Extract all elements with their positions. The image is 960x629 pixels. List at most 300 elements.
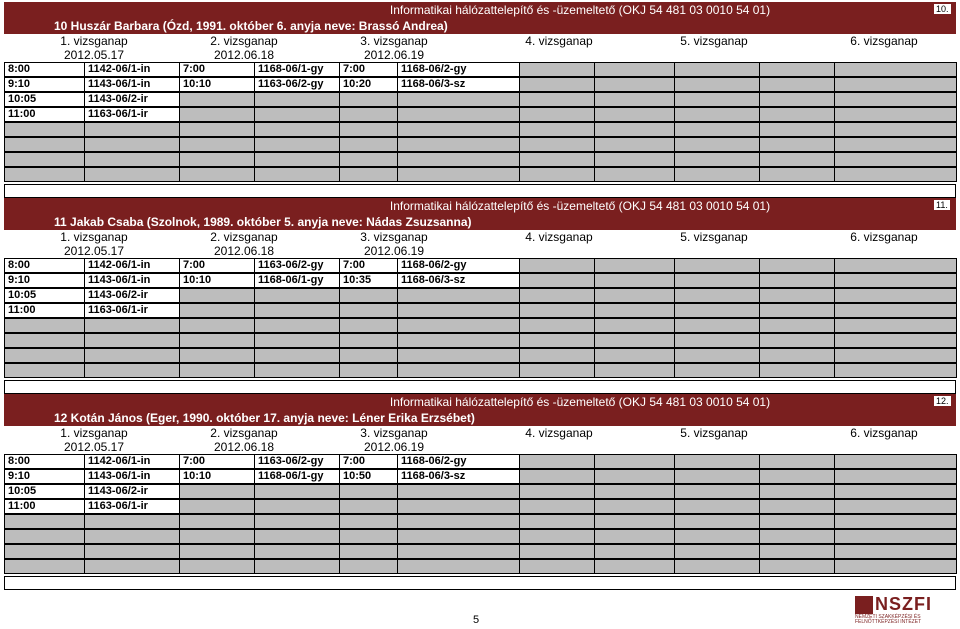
schedule-cell: 1143-06/1-in <box>84 77 180 92</box>
schedule-cell <box>397 544 520 559</box>
schedule-cell <box>339 122 398 137</box>
schedule-cell <box>759 303 835 318</box>
schedule-cell: 1142-06/1-in <box>84 454 180 469</box>
schedule-cell <box>594 318 675 333</box>
schedule-cell <box>834 92 957 107</box>
schedule-cell <box>254 363 340 378</box>
schedule-cell <box>84 529 180 544</box>
schedule-cell <box>674 62 760 77</box>
schedule-cell <box>759 514 835 529</box>
schedule-cell <box>397 288 520 303</box>
exam-day-date: 2012.06.19 <box>363 244 425 258</box>
schedule-cell <box>594 62 675 77</box>
exam-day <box>509 426 609 454</box>
exam-day <box>194 34 294 62</box>
exam-day-label: 6. vizsganap <box>850 426 918 440</box>
schedule-row <box>4 107 956 122</box>
schedule-cell: 1168-06/3-sz <box>397 469 520 484</box>
schedule-cell <box>759 454 835 469</box>
schedule-row <box>4 469 956 484</box>
exam-day-date: 2012.06.19 <box>363 440 425 454</box>
schedule-cell: 11:00 <box>4 107 85 122</box>
schedule-cell <box>834 363 957 378</box>
schedule-cell <box>84 318 180 333</box>
exam-day <box>44 426 144 454</box>
exam-day-label: 2. vizsganap <box>210 230 278 244</box>
schedule-cell <box>254 333 340 348</box>
schedule-cell <box>594 484 675 499</box>
schedule-cell <box>834 62 957 77</box>
schedule-row <box>4 318 956 333</box>
schedule-cell <box>834 544 957 559</box>
schedule-cell: 7:00 <box>179 258 255 273</box>
schedule-cell <box>179 348 255 363</box>
exam-day <box>834 34 934 62</box>
exam-day-label: 6. vizsganap <box>850 34 918 48</box>
schedule-cell: 10:20 <box>339 77 398 92</box>
schedule-cell: 10:10 <box>179 77 255 92</box>
block-header <box>4 2 956 34</box>
schedule-cell <box>674 363 760 378</box>
block-index: 10. <box>936 4 949 14</box>
logo-subtitle: NEMZETI SZAKKÉPZÉSI ÉS FELNŐTTKÉPZÉSI INTÉZET <box>855 614 922 625</box>
schedule-cell <box>519 469 595 484</box>
schedule-cell <box>834 77 957 92</box>
exam-day-date: 2012.06.19 <box>363 48 425 62</box>
schedule-cell: 8:00 <box>4 454 85 469</box>
schedule-cell: 1143-06/2-ir <box>84 92 180 107</box>
schedule-cell <box>834 288 957 303</box>
exam-day-label: 4. vizsganap <box>525 34 593 48</box>
schedule-cell <box>519 152 595 167</box>
student-block <box>4 2 956 196</box>
exam-day-label: 4. vizsganap <box>525 426 593 440</box>
schedule-cell <box>674 333 760 348</box>
schedule-cell <box>254 484 340 499</box>
schedule-row <box>4 454 956 469</box>
schedule-cell <box>84 122 180 137</box>
schedule-cell: 10:50 <box>339 469 398 484</box>
schedule-cell <box>254 122 340 137</box>
schedule-cell <box>594 273 675 288</box>
schedule-cell <box>834 348 957 363</box>
schedule-cell <box>4 559 85 574</box>
schedule-cell <box>519 499 595 514</box>
schedule-cell <box>674 137 760 152</box>
schedule-cell <box>397 499 520 514</box>
schedule-cell <box>594 122 675 137</box>
schedule-cell <box>519 107 595 122</box>
schedule-cell <box>179 122 255 137</box>
schedule-cell <box>759 348 835 363</box>
schedule-cell: 10:05 <box>4 92 85 107</box>
schedule-cell <box>339 137 398 152</box>
schedule-cell <box>397 167 520 182</box>
schedule-cell <box>339 318 398 333</box>
schedule-cell <box>4 529 85 544</box>
schedule-cell <box>397 333 520 348</box>
schedule-row <box>4 288 956 303</box>
exam-day-date: 2012.06.18 <box>213 48 275 62</box>
schedule-cell: 1163-06/2-gy <box>254 258 340 273</box>
schedule-cell <box>834 559 957 574</box>
logo-mark-icon <box>855 596 873 614</box>
schedule-cell <box>397 107 520 122</box>
schedule-cell: 1163-06/1-ir <box>84 499 180 514</box>
schedule-row <box>4 484 956 499</box>
schedule-cell <box>674 348 760 363</box>
schedule-cell <box>759 484 835 499</box>
exam-day <box>194 230 294 258</box>
schedule-cell <box>674 107 760 122</box>
exam-day <box>834 230 934 258</box>
schedule-cell <box>519 288 595 303</box>
schedule-cell <box>674 514 760 529</box>
exam-day-label: 5. vizsganap <box>680 34 748 48</box>
schedule-cell <box>397 152 520 167</box>
schedule-cell <box>179 544 255 559</box>
schedule-cell <box>674 454 760 469</box>
schedule-cell <box>339 484 398 499</box>
schedule-cell <box>834 258 957 273</box>
schedule-cell <box>834 137 957 152</box>
exam-day-label: 4. vizsganap <box>525 230 593 244</box>
schedule-cell <box>179 318 255 333</box>
schedule-cell <box>397 484 520 499</box>
schedule-cell <box>339 348 398 363</box>
schedule-cell <box>759 333 835 348</box>
schedule-cell: 1163-06/2-gy <box>254 77 340 92</box>
schedule-cell: 10:10 <box>179 273 255 288</box>
schedule-row <box>4 273 956 288</box>
schedule-cell <box>397 122 520 137</box>
course-title <box>4 2 956 18</box>
schedule-cell <box>84 363 180 378</box>
schedule-cell <box>339 107 398 122</box>
schedule-cell <box>759 559 835 574</box>
schedule-cell <box>519 318 595 333</box>
schedule-cell <box>674 303 760 318</box>
schedule-cell <box>834 529 957 544</box>
schedule-cell <box>759 258 835 273</box>
schedule-cell <box>674 559 760 574</box>
schedule-cell <box>759 167 835 182</box>
exam-day-label: 5. vizsganap <box>680 426 748 440</box>
schedule-cell <box>834 273 957 288</box>
schedule-cell <box>4 152 85 167</box>
schedule-cell <box>519 92 595 107</box>
schedule-cell <box>339 559 398 574</box>
schedule-cell <box>339 167 398 182</box>
schedule-cell <box>519 122 595 137</box>
schedule-cell <box>834 303 957 318</box>
block-index: 12. <box>936 396 949 406</box>
course-title <box>4 394 956 410</box>
schedule-cell <box>519 333 595 348</box>
schedule-cell <box>397 559 520 574</box>
schedule-row <box>4 544 956 559</box>
block-header <box>4 198 956 230</box>
schedule-cell: 1168-06/3-sz <box>397 77 520 92</box>
schedule-cell <box>759 122 835 137</box>
schedule-row <box>4 559 956 574</box>
schedule-cell <box>674 318 760 333</box>
schedule-cell <box>674 92 760 107</box>
exam-day-label: 2. vizsganap <box>210 34 278 48</box>
schedule-cell: 7:00 <box>179 62 255 77</box>
student-info: 10 Huszár Barbara (Ózd, 1991. október 6. anyja neve: Brassó Andrea) <box>54 19 448 33</box>
schedule-cell: 10:05 <box>4 484 85 499</box>
schedule-cell <box>179 514 255 529</box>
schedule-cell <box>834 318 957 333</box>
schedule-cell <box>4 318 85 333</box>
schedule-cell <box>84 544 180 559</box>
schedule-cell <box>674 499 760 514</box>
schedule-cell <box>519 454 595 469</box>
schedule-cell: 1143-06/1-in <box>84 469 180 484</box>
schedule-cell <box>254 107 340 122</box>
schedule-cell <box>674 258 760 273</box>
schedule-cell <box>519 514 595 529</box>
schedule-cell <box>254 514 340 529</box>
schedule-cell <box>519 484 595 499</box>
exam-day-label: 3. vizsganap <box>360 34 428 48</box>
block-header <box>4 394 956 426</box>
schedule-cell <box>674 167 760 182</box>
schedule-cell <box>759 107 835 122</box>
schedule-cell <box>674 77 760 92</box>
schedule-cell <box>674 529 760 544</box>
schedule-cell <box>759 288 835 303</box>
exam-day <box>194 426 294 454</box>
schedule-cell: 7:00 <box>339 454 398 469</box>
schedule-cell <box>594 499 675 514</box>
schedule-cell: 1142-06/1-in <box>84 258 180 273</box>
schedule-cell <box>759 529 835 544</box>
schedule-cell <box>834 107 957 122</box>
schedule-row <box>4 122 956 137</box>
schedule-cell <box>397 529 520 544</box>
course-title-text: Informatikai hálózattelepítő és -üzemeltető (OKJ 54 481 03 0010 54 01) <box>389 395 771 409</box>
schedule-cell <box>84 167 180 182</box>
schedule-cell: 1163-06/2-gy <box>254 454 340 469</box>
schedule-cell <box>594 454 675 469</box>
schedule-cell: 1142-06/1-in <box>84 62 180 77</box>
schedule-cell <box>84 348 180 363</box>
schedule-cell <box>594 363 675 378</box>
schedule-row <box>4 152 956 167</box>
exam-days-header <box>4 34 956 62</box>
block-separator <box>4 380 956 394</box>
course-title-text: Informatikai hálózattelepítő és -üzemeltető (OKJ 54 481 03 0010 54 01) <box>389 3 771 17</box>
schedule-row <box>4 514 956 529</box>
schedule-cell <box>834 484 957 499</box>
schedule-cell: 1163-06/1-ir <box>84 107 180 122</box>
schedule-row <box>4 77 956 92</box>
schedule-cell: 1168-06/1-gy <box>254 273 340 288</box>
schedule-cell <box>254 499 340 514</box>
schedule-cell <box>594 544 675 559</box>
course-title <box>4 198 956 214</box>
schedule-cell <box>834 514 957 529</box>
exam-day <box>664 34 764 62</box>
exam-day-date: 2012.05.17 <box>63 48 125 62</box>
schedule-cell <box>179 107 255 122</box>
schedule-cell: 7:00 <box>179 454 255 469</box>
schedule-cell <box>674 544 760 559</box>
schedule-cell <box>759 469 835 484</box>
schedule-cell <box>397 92 520 107</box>
exam-day <box>344 230 444 258</box>
schedule-cell: 1168-06/2-gy <box>397 62 520 77</box>
schedule-cell <box>519 363 595 378</box>
schedule-cell <box>834 167 957 182</box>
page-number: 5 <box>473 614 480 626</box>
schedule-cell <box>594 348 675 363</box>
schedule-cell: 1143-06/2-ir <box>84 484 180 499</box>
schedule-cell <box>254 167 340 182</box>
schedule-cell <box>254 303 340 318</box>
schedule-cell <box>4 167 85 182</box>
schedule-row <box>4 167 956 182</box>
schedule-cell <box>339 92 398 107</box>
exam-day-date: 2012.06.18 <box>213 244 275 258</box>
exam-day-label: 5. vizsganap <box>680 230 748 244</box>
schedule-cell <box>4 348 85 363</box>
schedule-cell: 9:10 <box>4 77 85 92</box>
schedule-cell <box>84 152 180 167</box>
schedule-row <box>4 137 956 152</box>
student-block <box>4 198 956 392</box>
schedule-cell <box>4 514 85 529</box>
schedule-cell <box>519 137 595 152</box>
schedule-cell <box>674 469 760 484</box>
exam-day-label: 2. vizsganap <box>210 426 278 440</box>
schedule-cell <box>179 529 255 544</box>
schedule-cell <box>834 499 957 514</box>
schedule-cell <box>339 499 398 514</box>
schedule-cell <box>179 363 255 378</box>
exam-day-date: 2012.05.17 <box>63 244 125 258</box>
schedule-cell <box>254 152 340 167</box>
exam-day <box>44 34 144 62</box>
schedule-cell <box>594 77 675 92</box>
exam-day-label: 1. vizsganap <box>60 34 128 48</box>
schedule-cell <box>397 348 520 363</box>
schedule-row <box>4 62 956 77</box>
schedule-cell: 10:35 <box>339 273 398 288</box>
logo-name: NSZFI <box>875 594 932 614</box>
exam-day-label: 3. vizsganap <box>360 426 428 440</box>
schedule-cell: 7:00 <box>339 258 398 273</box>
schedule-cell <box>759 92 835 107</box>
schedule-cell <box>519 529 595 544</box>
exam-day <box>509 230 609 258</box>
schedule-cell <box>397 137 520 152</box>
schedule-cell <box>4 333 85 348</box>
schedule-row <box>4 348 956 363</box>
schedule-cell <box>834 469 957 484</box>
schedule-cell: 1168-06/2-gy <box>397 454 520 469</box>
schedule-cell <box>84 333 180 348</box>
schedule-cell <box>179 559 255 574</box>
schedule-cell <box>4 137 85 152</box>
schedule-cell <box>254 544 340 559</box>
schedule-cell: 7:00 <box>339 62 398 77</box>
schedule-cell <box>759 77 835 92</box>
schedule-cell <box>254 92 340 107</box>
exam-day <box>834 426 934 454</box>
schedule-cell <box>759 363 835 378</box>
schedule-cell <box>179 137 255 152</box>
schedule-row <box>4 529 956 544</box>
schedule-cell <box>834 152 957 167</box>
schedule-cell <box>519 559 595 574</box>
schedule-cell <box>4 122 85 137</box>
schedule-cell: 1168-06/1-gy <box>254 62 340 77</box>
schedule-cell <box>519 544 595 559</box>
schedule-cell <box>674 122 760 137</box>
schedule-cell <box>4 544 85 559</box>
schedule-cell: 9:10 <box>4 273 85 288</box>
schedule-cell <box>594 529 675 544</box>
schedule-cell <box>339 333 398 348</box>
schedule-cell <box>759 273 835 288</box>
schedule-cell: 1168-06/2-gy <box>397 258 520 273</box>
exam-day <box>44 230 144 258</box>
schedule-cell <box>179 333 255 348</box>
schedule-row <box>4 333 956 348</box>
schedule-cell <box>4 363 85 378</box>
block-separator <box>4 576 956 590</box>
schedule-cell <box>594 514 675 529</box>
schedule-cell <box>519 77 595 92</box>
exam-day <box>664 426 764 454</box>
exam-day <box>344 34 444 62</box>
schedule-cell <box>759 152 835 167</box>
student-info: 11 Jakab Csaba (Szolnok, 1989. október 5. anyja neve: Nádas Zsuzsanna) <box>54 215 472 229</box>
exam-day <box>509 34 609 62</box>
exam-day-date: 2012.06.18 <box>213 440 275 454</box>
schedule-cell <box>674 288 760 303</box>
schedule-cell: 1163-06/1-ir <box>84 303 180 318</box>
schedule-cell <box>759 137 835 152</box>
schedule-cell <box>254 137 340 152</box>
schedule-cell <box>759 544 835 559</box>
schedule-cell <box>84 559 180 574</box>
schedule-cell <box>674 273 760 288</box>
schedule-cell <box>179 288 255 303</box>
schedule-cell <box>397 514 520 529</box>
exam-day-label: 1. vizsganap <box>60 426 128 440</box>
exam-days-header <box>4 426 956 454</box>
schedule-cell <box>834 454 957 469</box>
student-block <box>4 394 956 588</box>
schedule-cell <box>594 92 675 107</box>
student-info: 12 Kotán János (Eger, 1990. október 17. anyja neve: Léner Erika Erzsébet) <box>54 411 475 425</box>
schedule-cell <box>179 499 255 514</box>
nszfi-logo <box>855 596 937 624</box>
schedule-cell <box>759 499 835 514</box>
schedule-cell <box>594 167 675 182</box>
schedule-cell <box>594 137 675 152</box>
schedule-cell <box>519 273 595 288</box>
schedule-cell <box>339 544 398 559</box>
schedule-cell <box>519 348 595 363</box>
schedule-cell: 10:10 <box>179 469 255 484</box>
schedule-cell <box>834 333 957 348</box>
schedule-cell <box>519 303 595 318</box>
